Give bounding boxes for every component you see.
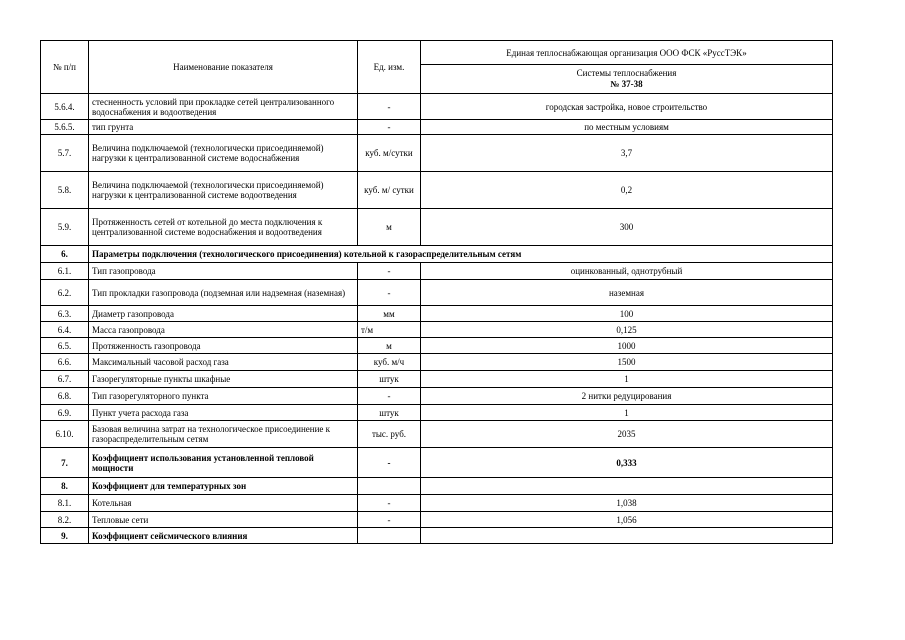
row-name: Коэффициент использования установленной тепловой мощности xyxy=(89,448,358,478)
table-row xyxy=(41,322,833,338)
row-value: 3,7 xyxy=(421,135,833,172)
row-number: 6.8. xyxy=(41,388,89,405)
row-value: 0,125 xyxy=(421,322,833,338)
column-header-systems xyxy=(421,65,833,94)
row-name: Тип газопровода xyxy=(89,263,358,280)
row-name: Диаметр газопровода xyxy=(89,306,358,322)
table-row xyxy=(41,405,833,421)
row-name: Газорегуляторные пункты шкафные xyxy=(89,371,358,388)
row-number: 5.7. xyxy=(41,135,89,172)
row-value: 300 xyxy=(421,209,833,246)
row-number: 6.2. xyxy=(41,280,89,306)
column-header-organization: Единая теплоснабжающая организация ООО ФСК «РусcТЭК» xyxy=(421,41,833,65)
row-unit: куб. м/сутки xyxy=(358,135,421,172)
section-row xyxy=(41,448,833,478)
row-unit xyxy=(358,528,421,544)
row-unit: - xyxy=(358,388,421,405)
row-value: 0,2 xyxy=(421,172,833,209)
row-number: 6. xyxy=(41,246,89,263)
table-row xyxy=(41,338,833,354)
row-name: Коэффициент для температурных зон xyxy=(89,478,358,495)
row-number: 9. xyxy=(41,528,89,544)
row-name: Котельная xyxy=(89,495,358,512)
row-name: Величина подключаемой (технологически присоединяемой) нагрузки к централизованной системе водоснабжения xyxy=(89,135,358,172)
row-unit: - xyxy=(358,263,421,280)
row-unit: куб. м/ сутки xyxy=(358,172,421,209)
row-value: 2035 xyxy=(421,421,833,448)
row-number: 8. xyxy=(41,478,89,495)
row-value: 1,038 xyxy=(421,495,833,512)
table-row xyxy=(41,388,833,405)
parameters-table xyxy=(40,40,833,544)
row-name: стесненность условий при прокладке сетей централизованного водоснабжения и водоотведения xyxy=(89,94,358,120)
table-row xyxy=(41,354,833,371)
row-unit: - xyxy=(358,448,421,478)
row-name: Базовая величина затрат на технологическое присоединение к газораспределительным сетям xyxy=(89,421,358,448)
row-value: 1,056 xyxy=(421,512,833,528)
table-header xyxy=(41,41,833,94)
table-row xyxy=(41,421,833,448)
row-number: 6.5. xyxy=(41,338,89,354)
row-unit: мм xyxy=(358,306,421,322)
row-unit xyxy=(358,478,421,495)
row-value: 100 xyxy=(421,306,833,322)
row-name: Тип газорегуляторного пункта xyxy=(89,388,358,405)
row-value: 1000 xyxy=(421,338,833,354)
row-value: наземная xyxy=(421,280,833,306)
row-number: 8.1. xyxy=(41,495,89,512)
section-row xyxy=(41,528,833,544)
column-header-unit: Ед. изм. xyxy=(358,41,421,94)
row-name: Коэффициент сейсмического влияния xyxy=(89,528,358,544)
row-value: по местным условиям xyxy=(421,120,833,135)
table-row xyxy=(41,280,833,306)
row-unit: куб. м/ч xyxy=(358,354,421,371)
row-name: Тип прокладки газопровода (подземная или надземная (наземная) xyxy=(89,280,358,306)
row-number: 6.9. xyxy=(41,405,89,421)
row-number: 6.3. xyxy=(41,306,89,322)
row-number: 5.9. xyxy=(41,209,89,246)
row-unit: - xyxy=(358,495,421,512)
row-value: городская застройка, новое строительство xyxy=(421,94,833,120)
row-name: Масса газопровода xyxy=(89,322,358,338)
row-number: 5.8. xyxy=(41,172,89,209)
row-number: 7. xyxy=(41,448,89,478)
row-number: 8.2. xyxy=(41,512,89,528)
section-row xyxy=(41,246,833,263)
row-unit: м xyxy=(358,209,421,246)
table-row xyxy=(41,512,833,528)
row-number: 6.6. xyxy=(41,354,89,371)
row-name: Максимальный часовой расход газа xyxy=(89,354,358,371)
row-name: Протяженность газопровода xyxy=(89,338,358,354)
column-header-number: № п/п xyxy=(41,41,89,94)
row-value: 1 xyxy=(421,371,833,388)
row-unit: штук xyxy=(358,371,421,388)
row-number: 6.4. xyxy=(41,322,89,338)
table-body xyxy=(41,94,833,544)
row-value xyxy=(421,528,833,544)
row-unit: - xyxy=(358,94,421,120)
systems-label: Системы теплоснабжения xyxy=(576,68,677,78)
column-header-name: Наименование показателя xyxy=(89,41,358,94)
row-name: тип грунта xyxy=(89,120,358,135)
row-unit: тыс. руб. xyxy=(358,421,421,448)
row-value xyxy=(421,478,833,495)
table-row xyxy=(41,94,833,120)
row-unit: м xyxy=(358,338,421,354)
row-number: 5.6.4. xyxy=(41,94,89,120)
table-row xyxy=(41,135,833,172)
document-page xyxy=(40,40,832,544)
row-unit: штук xyxy=(358,405,421,421)
row-name: Протяженность сетей от котельной до места подключения к централизованной системе водоснабжения и водоотведения xyxy=(89,209,358,246)
table-row xyxy=(41,172,833,209)
row-value: 0,333 xyxy=(421,448,833,478)
row-number: 6.1. xyxy=(41,263,89,280)
table-row xyxy=(41,495,833,512)
row-number: 6.7. xyxy=(41,371,89,388)
row-value: 1 xyxy=(421,405,833,421)
table-row xyxy=(41,209,833,246)
row-name: Тепловые сети xyxy=(89,512,358,528)
row-name: Пункт учета расхода газа xyxy=(89,405,358,421)
row-unit: - xyxy=(358,120,421,135)
row-unit: - xyxy=(358,512,421,528)
row-number: 5.6.5. xyxy=(41,120,89,135)
table-row xyxy=(41,263,833,280)
section-row xyxy=(41,478,833,495)
table-row xyxy=(41,120,833,135)
systems-number: № 37-38 xyxy=(610,79,643,89)
row-number: 6.10. xyxy=(41,421,89,448)
row-value: 1500 xyxy=(421,354,833,371)
row-value: оцинкованный, однотрубный xyxy=(421,263,833,280)
row-unit: - xyxy=(358,280,421,306)
row-name: Величина подключаемой (технологически присоединяемой) нагрузки к централизованной системе водоотведения xyxy=(89,172,358,209)
table-row xyxy=(41,371,833,388)
row-name: Параметры подключения (технологического присоединения) котельной к газораспределительным сетям xyxy=(89,246,833,263)
table-row xyxy=(41,306,833,322)
row-unit: т/м xyxy=(358,322,421,338)
row-value: 2 нитки редуцирования xyxy=(421,388,833,405)
